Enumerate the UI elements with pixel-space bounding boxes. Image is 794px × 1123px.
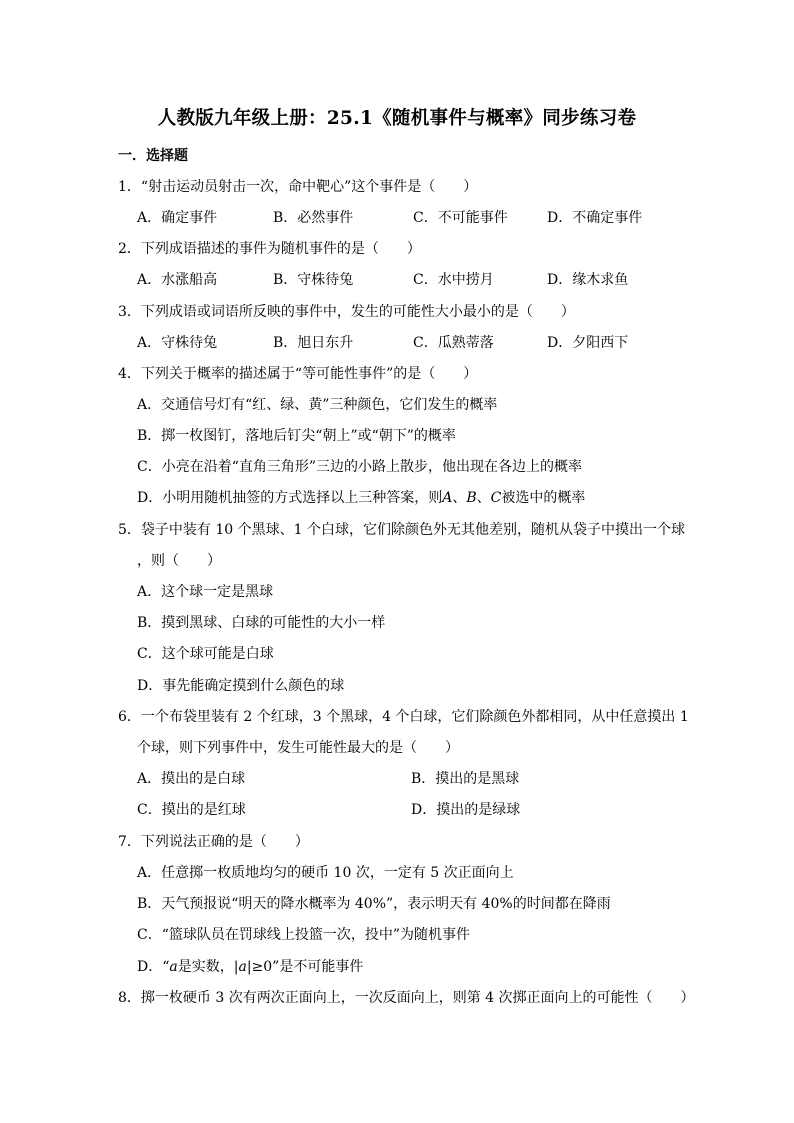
q4-sep-1: 、 (452, 490, 467, 506)
q6-option-d: D．摸出的是绿球 (411, 802, 521, 818)
question-6-stem: 6．一个布袋里装有 2 个红球，3 个黑球，4 个白球，它们除颜色外都相同，从中任意摸出 1 (118, 709, 689, 725)
q2-option-c: C．水中捞月 (413, 272, 494, 288)
q7-option-d-suffix: |≥0”是不可能事件 (246, 959, 364, 975)
q7-option-a: A．任意掷一枚质地均匀的硬币 10 次，一定有 5 次正面向上 (137, 865, 514, 881)
q7-var-a: a (169, 959, 178, 975)
q2-option-b: B．守株待兔 (273, 272, 354, 288)
q1-option-c: C．不可能事件 (413, 210, 508, 226)
q3-option-c: C．瓜熟蒂落 (413, 335, 494, 351)
q1-option-d: D．不确定事件 (547, 210, 643, 226)
q4-var-a: A (442, 490, 453, 506)
q3-option-a: A．守株待兔 (137, 335, 218, 351)
section-heading: 一．选择题 (118, 148, 188, 164)
q5-option-d: D．事先能确定摸到什么颜色的球 (137, 678, 345, 694)
q5-option-a: A．这个球一定是黑球 (137, 584, 274, 600)
q4-var-b: B (466, 490, 477, 506)
q4-option-d-prefix: D．小明用随机抽签的方式选择以上三种答案，则 (137, 490, 443, 506)
q4-option-c: C．小亮在沿着“直角三角形”三边的小路上散步，他出现在各边上的概率 (137, 459, 583, 475)
q7-option-c: C．“篮球队员在罚球线上投篮一次，投中”为随机事件 (137, 927, 471, 943)
question-5-stem: 5．袋子中装有 10 个黑球、1 个白球，它们除颜色外无其他差别，随机从袋子中摸出一个球 (118, 522, 685, 538)
q4-option-d-suffix: 被选中的概率 (501, 490, 586, 506)
q1-option-b: B．必然事件 (273, 210, 354, 226)
q7-option-d-prefix: D．“ (137, 959, 170, 975)
q7-var-a-abs: a (238, 959, 247, 975)
q6-option-c: C．摸出的是红球 (137, 802, 246, 818)
question-6-stem-continued: 个球，则下列事件中，发生可能性最大的是（ ） (137, 740, 459, 756)
question-2-stem: 2．下列成语描述的事件为随机事件的是（ ） (118, 241, 421, 257)
question-5-stem-continued: ，则（ ） (137, 553, 221, 569)
q5-option-c: C．这个球可能是白球 (137, 646, 274, 662)
q6-option-b: B．摸出的是黑球 (411, 771, 520, 787)
question-7-stem: 7．下列说法正确的是（ ） (118, 834, 309, 850)
question-3-stem: 3．下列成语或词语所反映的事件中，发生的可能性大小最小的是（ ） (118, 304, 575, 320)
q3-option-d: D．夕阳西下 (547, 335, 629, 351)
q4-sep-2: 、 (476, 490, 491, 506)
question-2-options (137, 269, 697, 289)
q5-option-b: B．摸到黑球、白球的可能性的大小一样 (137, 615, 386, 631)
q7-option-d-mid: 是实数，| (177, 959, 239, 975)
q4-var-c: C (490, 490, 502, 506)
q1-option-a: A．确定事件 (137, 210, 218, 226)
question-4-stem: 4．下列关于概率的描述属于“等可能性事件”的是（ ） (118, 366, 478, 382)
question-8-stem: 8．掷一枚硬币 3 次有两次正面向上，一次反面向上，则第 4 次掷正面向上的可能性（ ） (118, 990, 695, 1006)
question-3-options (137, 332, 697, 352)
page-title: 人教版九年级上册：25.1《随机事件与概率》同步练习卷 (157, 108, 637, 129)
q6-option-a: A．摸出的是白球 (137, 771, 246, 787)
q7-option-d (137, 956, 363, 976)
q4-option-b: B．掷一枚图钉，落地后钉尖“朝上”或“朝下”的概率 (137, 428, 456, 444)
q2-option-d: D．缘木求鱼 (547, 272, 629, 288)
q7-option-b: B．天气预报说“明天的降水概率为 40%”，表示明天有 40%的时间都在降雨 (137, 896, 611, 912)
q2-option-a: A．水涨船高 (137, 272, 218, 288)
q3-option-b: B．旭日东升 (273, 335, 354, 351)
question-1-stem: 1．“射击运动员射击一次，命中靶心”这个事件是（ ） (118, 179, 478, 195)
q4-option-d (137, 487, 585, 507)
question-6-options-row-2 (137, 799, 697, 819)
question-6-options-row-1 (137, 768, 697, 788)
question-1-options (137, 207, 697, 227)
q4-option-a: A．交通信号灯有“红、绿、黄”三种颜色，它们发生的概率 (137, 397, 498, 413)
